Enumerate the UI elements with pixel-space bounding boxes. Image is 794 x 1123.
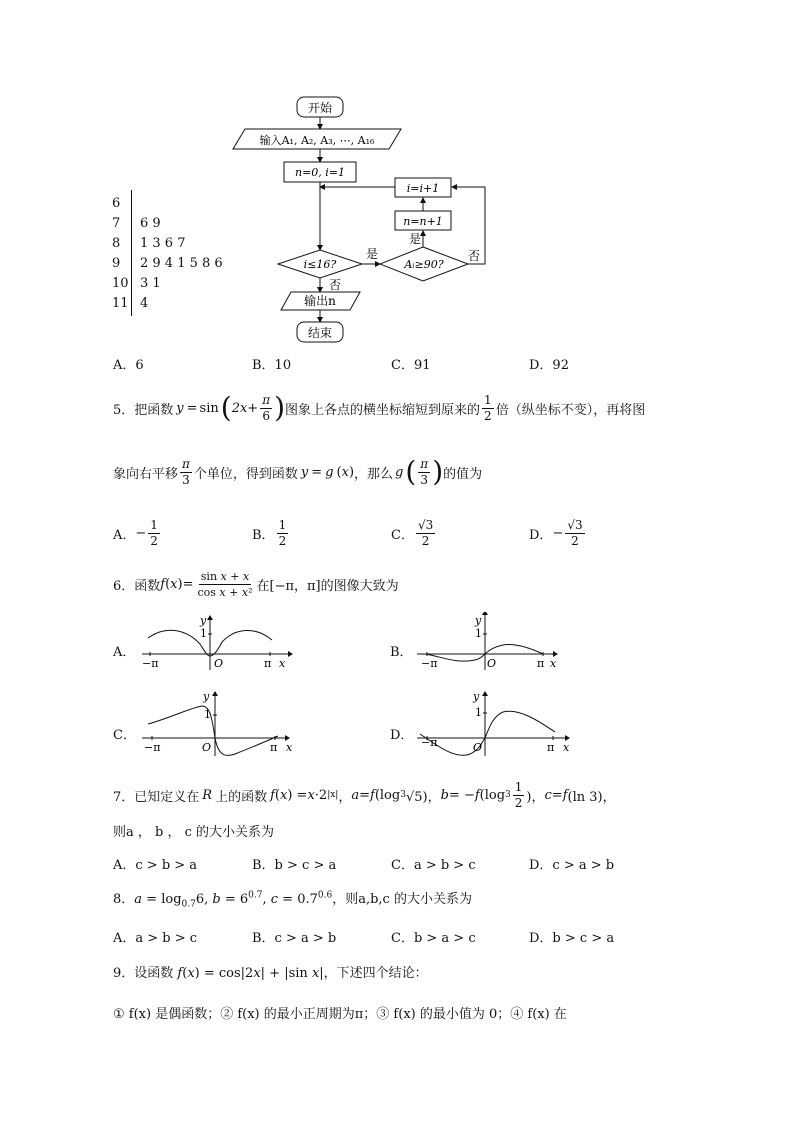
leaves-9: 2 9 4 1 5 8 6 [140, 256, 223, 271]
q7-option-a: A．c > b > a [113, 858, 198, 873]
svg-text:−π: −π [421, 657, 438, 670]
svg-text:1: 1 [475, 706, 482, 719]
q5-option-b: B． $\frac{1}{2}$ [252, 517, 287, 548]
q7-line2: 则a ， b ， c 的大小关系为 [113, 825, 275, 840]
svg-text:O: O [202, 741, 212, 754]
q5-text-a: 5．把函数 [113, 402, 174, 418]
leaves-11: 4 [140, 296, 149, 311]
q4-option-d: D．92 [529, 358, 569, 373]
flow-end: 结束 [307, 326, 333, 340]
flow-input: 输入A₁, A₂, A₃, ⋯, A₁₆ [259, 134, 375, 147]
svg-text:π: π [547, 741, 555, 754]
q7-option-c: C．a > b > c [391, 858, 476, 873]
q6-graph-c [140, 688, 300, 758]
svg-text:π: π [537, 657, 545, 670]
q5-text-c: 倍（纵坐标不变），再将图 [495, 402, 646, 418]
q5-option-d: D． − $\frac{√3}{2}$ [529, 517, 583, 548]
q4-option-a: A．6 [113, 358, 144, 373]
q8-option-c: C．b > a > c [391, 931, 476, 946]
svg-text:−π: −π [142, 657, 159, 670]
svg-text:x: x [279, 657, 286, 670]
svg-text:−π: −π [421, 736, 438, 749]
svg-text:y: y [203, 690, 210, 703]
stem-9: 9 [112, 256, 121, 271]
svg-text:O: O [487, 657, 497, 670]
flow-output: 输出n [304, 294, 336, 308]
stem-7: 7 [112, 216, 121, 231]
svg-text:y: y [473, 690, 480, 703]
q5-text-e: 个单位，得到函数 [193, 466, 298, 482]
svg-text:y: y [200, 614, 207, 627]
q5-option-a: A． − $\frac{1}{2}$ [113, 517, 158, 548]
q9-line2: ① f(x) 是偶函数；② f(x) 的最小正周期为π；③ f(x) 的最小值为 0；④ f(x) 在 [113, 1007, 567, 1022]
svg-text:π: π [264, 657, 272, 670]
stem-11: 11 [112, 296, 129, 311]
stem-leaf-divider [131, 190, 132, 316]
svg-text:y: y [475, 614, 482, 627]
q5-line1: 5．把函数 y = sin ( 2x + $\frac{\pi}{6}$ ) 图象上各点的横坐标缩短到原来的 $\frac{1}{2}$ 倍（纵坐标不变），再将图 [113, 391, 646, 424]
flow-yes-1: 是 [366, 247, 379, 261]
q6-label-b: B． [390, 645, 413, 660]
svg-text:O: O [473, 741, 483, 754]
q6-label-a: A． [113, 645, 136, 660]
svg-text:x: x [563, 741, 570, 754]
flow-no-1: 否 [329, 278, 342, 292]
flow-start: 开始 [307, 101, 333, 115]
svg-text:O: O [214, 657, 224, 670]
svg-text:1: 1 [475, 627, 482, 640]
flowchart [225, 92, 515, 348]
q8-option-a: A．a > b > c [113, 931, 198, 946]
q5-text-d: 象向右平移 [113, 466, 179, 482]
q7-option-d: D．c > a > b [529, 858, 615, 873]
svg-text:1: 1 [204, 708, 211, 721]
leaves-7: 6 9 [140, 216, 161, 231]
q7-line1: 7．已知定义在 R 上的函数 f ( x ) = x ·2 |x| ， a = f (log 3 √5)， b = − f (log 3 $\frac{1}{2}$ )， c = f (ln 3)， [113, 779, 616, 810]
q5-text-g: 的值为 [443, 466, 483, 482]
flow-init: n=0, i=1 [294, 166, 346, 179]
flow-no-2: 否 [468, 249, 481, 263]
flow-inc-n: n=n+1 [403, 215, 443, 228]
q4-option-b: B．10 [252, 358, 292, 373]
q5-text-f: ，那么 [354, 466, 394, 482]
svg-text:1: 1 [200, 627, 207, 640]
q9-line1: 9．设函数 f(x) = cos|2x| + |sin x|，下述四个结论： [113, 966, 428, 981]
q4-option-c: C．91 [391, 358, 431, 373]
stem-8: 8 [112, 236, 121, 251]
q5-option-c: C． $\frac{√3}{2}$ [391, 517, 434, 548]
q6-graph-b [415, 612, 575, 672]
stem-10: 10 [112, 276, 129, 291]
q5-text-b: 图象上各点的横坐标缩短到原来的 [285, 402, 481, 418]
flow-cond1: i≤16? [303, 258, 337, 271]
q5-line2: 象向右平移 $\frac{\pi}{3}$ 个单位，得到函数 y = g ( x ) ，那么 g ( $\frac{\pi}{3}$ ) 的值为 [113, 455, 483, 488]
q8-line: 8．$a = \log_{0.7}6$, $b = 6^{0.7}$, $c = 0.7^{0.6}$，则a,b,c 的大小关系为 [113, 890, 472, 910]
leaves-8: 1 3 6 7 [140, 236, 186, 251]
leaves-10: 3 1 [140, 276, 161, 291]
q6-label-d: D． [390, 728, 414, 743]
q7-option-b: B．b > c > a [252, 858, 337, 873]
flow-yes-2: 是 [409, 232, 422, 246]
svg-text:x: x [550, 657, 557, 670]
flow-inc-i: i=i+1 [406, 182, 440, 195]
q6-graph-a [140, 612, 300, 672]
q6-graph-d [415, 688, 575, 758]
stem-6: 6 [112, 196, 121, 211]
svg-text:−π: −π [144, 741, 161, 754]
q8-option-d: D．b > c > a [529, 931, 615, 946]
q6-text: 6．函数 f ( x )= $\frac{\text{sin x + x}}{\text{cos x + x²}}$ 在[−π，π]的图像大致为 [113, 569, 399, 599]
flow-cond2: Aᵢ≥90? [404, 258, 444, 271]
q6-label-c: C． [113, 728, 136, 743]
q8-option-b: B．c > a > b [252, 931, 337, 946]
svg-text:π: π [270, 741, 278, 754]
svg-text:x: x [286, 741, 293, 754]
